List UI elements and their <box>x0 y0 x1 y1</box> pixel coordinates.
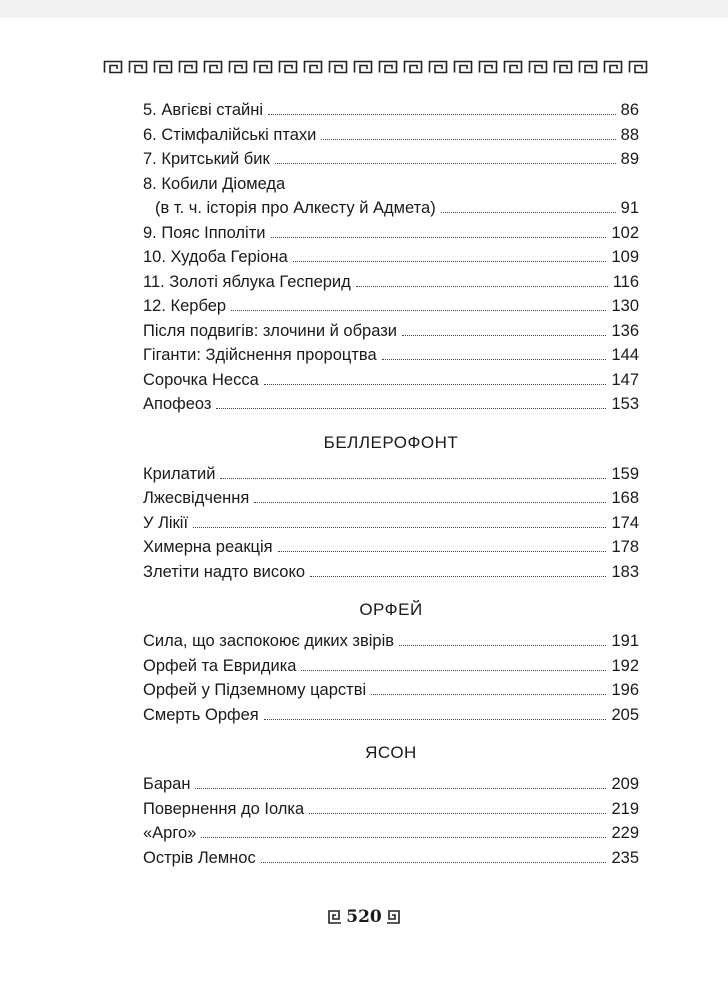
toc-entry <box>143 392 639 417</box>
toc-entry-title: «Арго» <box>143 824 197 842</box>
dot-leader <box>309 813 606 814</box>
toc-entry-title: Сорочка Несса <box>143 370 259 389</box>
toc-entry-page: 219 <box>611 799 639 818</box>
dot-leader <box>321 139 615 140</box>
toc-entry <box>143 123 639 148</box>
dot-leader <box>275 163 616 164</box>
toc-entry-page: 235 <box>611 848 639 867</box>
dot-leader <box>201 837 606 838</box>
toc-entry-title: (в т. ч. історія про Алкесту й Адмета) <box>155 199 436 217</box>
toc-entry <box>143 772 639 797</box>
toc-entry-page: 168 <box>611 489 639 507</box>
toc-entry-title: Апофеоз <box>143 395 212 413</box>
dot-leader <box>264 719 607 720</box>
toc-entry-title: Після подвигів: злочини й образи <box>143 321 398 340</box>
toc-entry-page: 144 <box>611 346 639 364</box>
toc-entry-title: Лжесвідчення <box>143 489 250 507</box>
toc-entry-title: 8. Кобили Діомеда <box>143 174 286 193</box>
dot-leader <box>231 310 606 311</box>
toc-entry-page: 229 <box>611 824 639 842</box>
toc-entry <box>143 535 639 560</box>
dot-leader <box>254 502 606 503</box>
toc-entry <box>143 221 639 246</box>
toc-entry-page: 191 <box>611 632 639 650</box>
dot-leader <box>293 261 607 262</box>
dot-leader <box>216 408 606 409</box>
toc-entry-page: 159 <box>611 464 639 483</box>
dot-leader <box>264 384 607 385</box>
toc-entry-page: 136 <box>611 321 639 340</box>
dot-leader <box>261 862 607 863</box>
toc-entry-title: Крилатий <box>143 464 216 483</box>
toc-entry-title: 6. Стімфалійські птахи <box>143 125 317 144</box>
toc-entry-page: 88 <box>620 125 639 144</box>
toc-entry <box>143 270 639 295</box>
toc-entry <box>143 486 639 511</box>
dot-leader <box>356 286 608 287</box>
toc-entry-title: Химерна реакція <box>143 538 273 556</box>
greek-key-border <box>103 60 653 74</box>
toc-entry <box>143 368 639 393</box>
toc-entry-page: 183 <box>611 562 639 581</box>
dot-leader <box>278 551 607 552</box>
table-of-contents <box>143 98 639 870</box>
toc-entry-title: Сила, що заспокоює диких звірів <box>143 632 395 650</box>
toc-entry-page: 153 <box>611 395 639 413</box>
toc-entry <box>143 245 639 270</box>
toc-entry-title: Смерть Орфея <box>143 705 259 724</box>
toc-entry-title: Злетіти надто високо <box>143 562 306 581</box>
toc-entry <box>143 846 639 871</box>
dot-leader <box>382 359 607 360</box>
dot-leader <box>310 576 606 577</box>
toc-entry-page: 86 <box>620 101 639 119</box>
dot-leader <box>402 335 606 336</box>
toc-entry-title: Орфей у Підземному царстві <box>143 681 367 699</box>
toc-entry-title: 12. Кербер <box>143 297 227 315</box>
section-heading: БЕЛЛЕРОФОНТ <box>323 432 459 452</box>
toc-entry-title: Острів Лемнос <box>143 848 256 867</box>
page-footer <box>0 907 728 929</box>
toc-entry <box>143 343 639 368</box>
toc-entry <box>143 629 639 654</box>
dot-leader <box>268 114 616 115</box>
right-meander-ornament-icon <box>386 910 400 924</box>
toc-entry <box>143 654 639 679</box>
toc-entry <box>143 703 639 728</box>
toc-entry <box>143 294 639 319</box>
toc-entry <box>143 172 639 197</box>
toc-entry-page: 205 <box>611 705 639 724</box>
toc-entry <box>143 678 639 703</box>
toc-entry-page: 91 <box>620 199 639 217</box>
toc-entry <box>143 511 639 536</box>
dot-leader <box>301 670 606 671</box>
dot-leader <box>271 237 607 238</box>
toc-entry-title: 7. Критський бик <box>143 150 270 168</box>
toc-entry-title: 5. Авгієві стайні <box>143 101 264 119</box>
toc-entry-page: 174 <box>611 513 639 532</box>
page-number: 520 <box>346 907 382 927</box>
toc-entry <box>143 821 639 846</box>
toc-entry <box>143 319 639 344</box>
toc-entry <box>143 98 639 123</box>
toc-entry-title: 11. Золоті яблука Гесперид <box>143 272 351 291</box>
toc-entry-page: 209 <box>611 775 639 793</box>
toc-entry-title: Орфей та Евридика <box>143 656 297 675</box>
toc-entry <box>143 147 639 172</box>
left-meander-ornament-icon <box>328 910 342 924</box>
toc-entry-page: 192 <box>611 656 639 675</box>
toc-entry <box>143 196 639 221</box>
toc-entry-title: У Лікії <box>143 513 189 532</box>
section-heading: ЯСОН <box>365 743 417 762</box>
toc-entry-title: Баран <box>143 775 191 793</box>
toc-entry <box>143 797 639 822</box>
dot-leader <box>195 788 606 789</box>
toc-entry-page: 89 <box>620 150 639 168</box>
toc-entry-page: 116 <box>612 272 639 291</box>
dot-leader <box>371 694 606 695</box>
toc-entry-title: Повернення до Іолка <box>143 799 305 818</box>
toc-entry-title: 10. Худоба Геріона <box>143 248 288 266</box>
toc-entry <box>143 560 639 585</box>
toc-entry-page: 178 <box>611 538 639 556</box>
dot-leader <box>441 212 616 213</box>
toc-entry-page: 102 <box>611 223 639 242</box>
dot-leader <box>399 645 606 646</box>
dot-leader <box>220 478 606 479</box>
toc-entry <box>143 462 639 487</box>
toc-entry-page: 196 <box>611 681 639 699</box>
dot-leader <box>193 527 606 528</box>
section-heading: ОРФЕЙ <box>359 600 423 619</box>
toc-entry-page: 147 <box>611 370 639 389</box>
toc-entry-page: 109 <box>611 248 639 266</box>
toc-entry-title: 9. Пояс Іпполіти <box>143 223 266 242</box>
toc-entry-page: 130 <box>611 297 639 315</box>
toc-entry-title: Гіганти: Здійснення пророцтва <box>143 346 377 364</box>
page-top-edge <box>0 0 728 18</box>
